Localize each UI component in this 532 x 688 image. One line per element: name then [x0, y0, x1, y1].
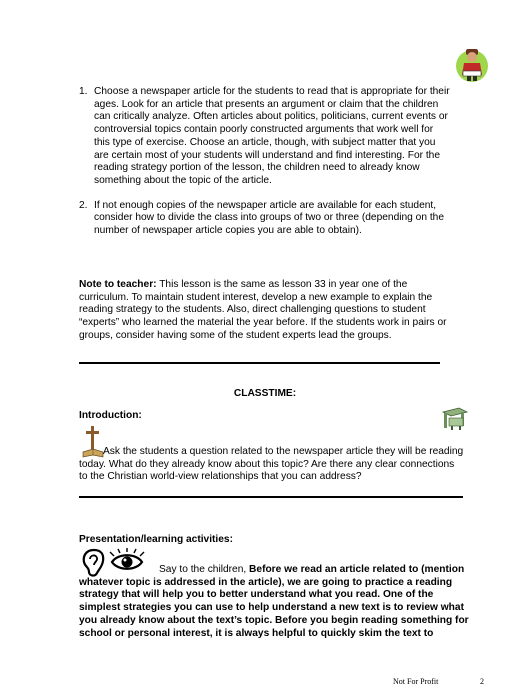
- list-item: [79, 86, 451, 188]
- list-number: 2.: [79, 199, 88, 211]
- presentation-body: Before we read an article related to (mention whatever topic is addressed in the article), we are going to practice a reading strategy that will help you to better understand what you read. One of the simplest strategies you can use to help understand a new text is to review what you already know about the text’s topic. Before you begin reading something for school or personal interest, it is always helpful to quickly skim the text to: [79, 564, 469, 639]
- introduction-text: Ask the students a question related to the newspaper article they will be reading today. What do they already know about this topic? Are there any clear connections to the Christian world-view relationships that you can address?: [79, 446, 464, 483]
- list-text: Choose a newspaper article for the students to read that is appropriate for their ages. Look for an article that presents an argument or claim that the children can critically analyze. Often articles about politics, politicians, current events or controversial topics contain poorly constructed arguments that work well for this type of exercise. Choose an article, though, with subject matter that you are certain most of your students will understand and find interesting. For the reading strategy portion of the lesson, the children need to already know something about the topic of the article.: [94, 86, 450, 186]
- school-desk-icon: [441, 406, 469, 430]
- instruction-list: [79, 86, 451, 250]
- list-text: If not enough copies of the newspaper article are available for each student, consider how to divide the class into groups of two or three (depending on the number of newspaper article copies you are able to obtain).: [94, 199, 444, 237]
- list-number: 1.: [79, 86, 88, 97]
- note-text: This lesson is the same as lesson 33 in year one of the curriculum. To maintain student interest, develop a new example to explain the reading strategy to the students. Also, direct challenging questions to student “experts” who learned the material the year before. If the students work in pairs or groups, consider having some of the student experts lead the groups.: [79, 279, 447, 341]
- divider: [79, 496, 463, 498]
- list-item: [79, 200, 451, 238]
- teacher-note: [79, 279, 451, 343]
- section-title: CLASSTIME:: [233, 388, 297, 399]
- presentation-text: [79, 564, 477, 640]
- reader-icon: [455, 45, 489, 83]
- presentation-lead: Say to the children,: [159, 564, 250, 575]
- note-label: Note to teacher:: [79, 279, 157, 290]
- footer-text: Not For Profit: [393, 677, 439, 686]
- introduction-heading: Introduction:: [79, 410, 142, 421]
- presentation-heading: Presentation/learning activities:: [79, 534, 233, 545]
- page-number: 2: [480, 677, 484, 686]
- divider: [79, 362, 440, 364]
